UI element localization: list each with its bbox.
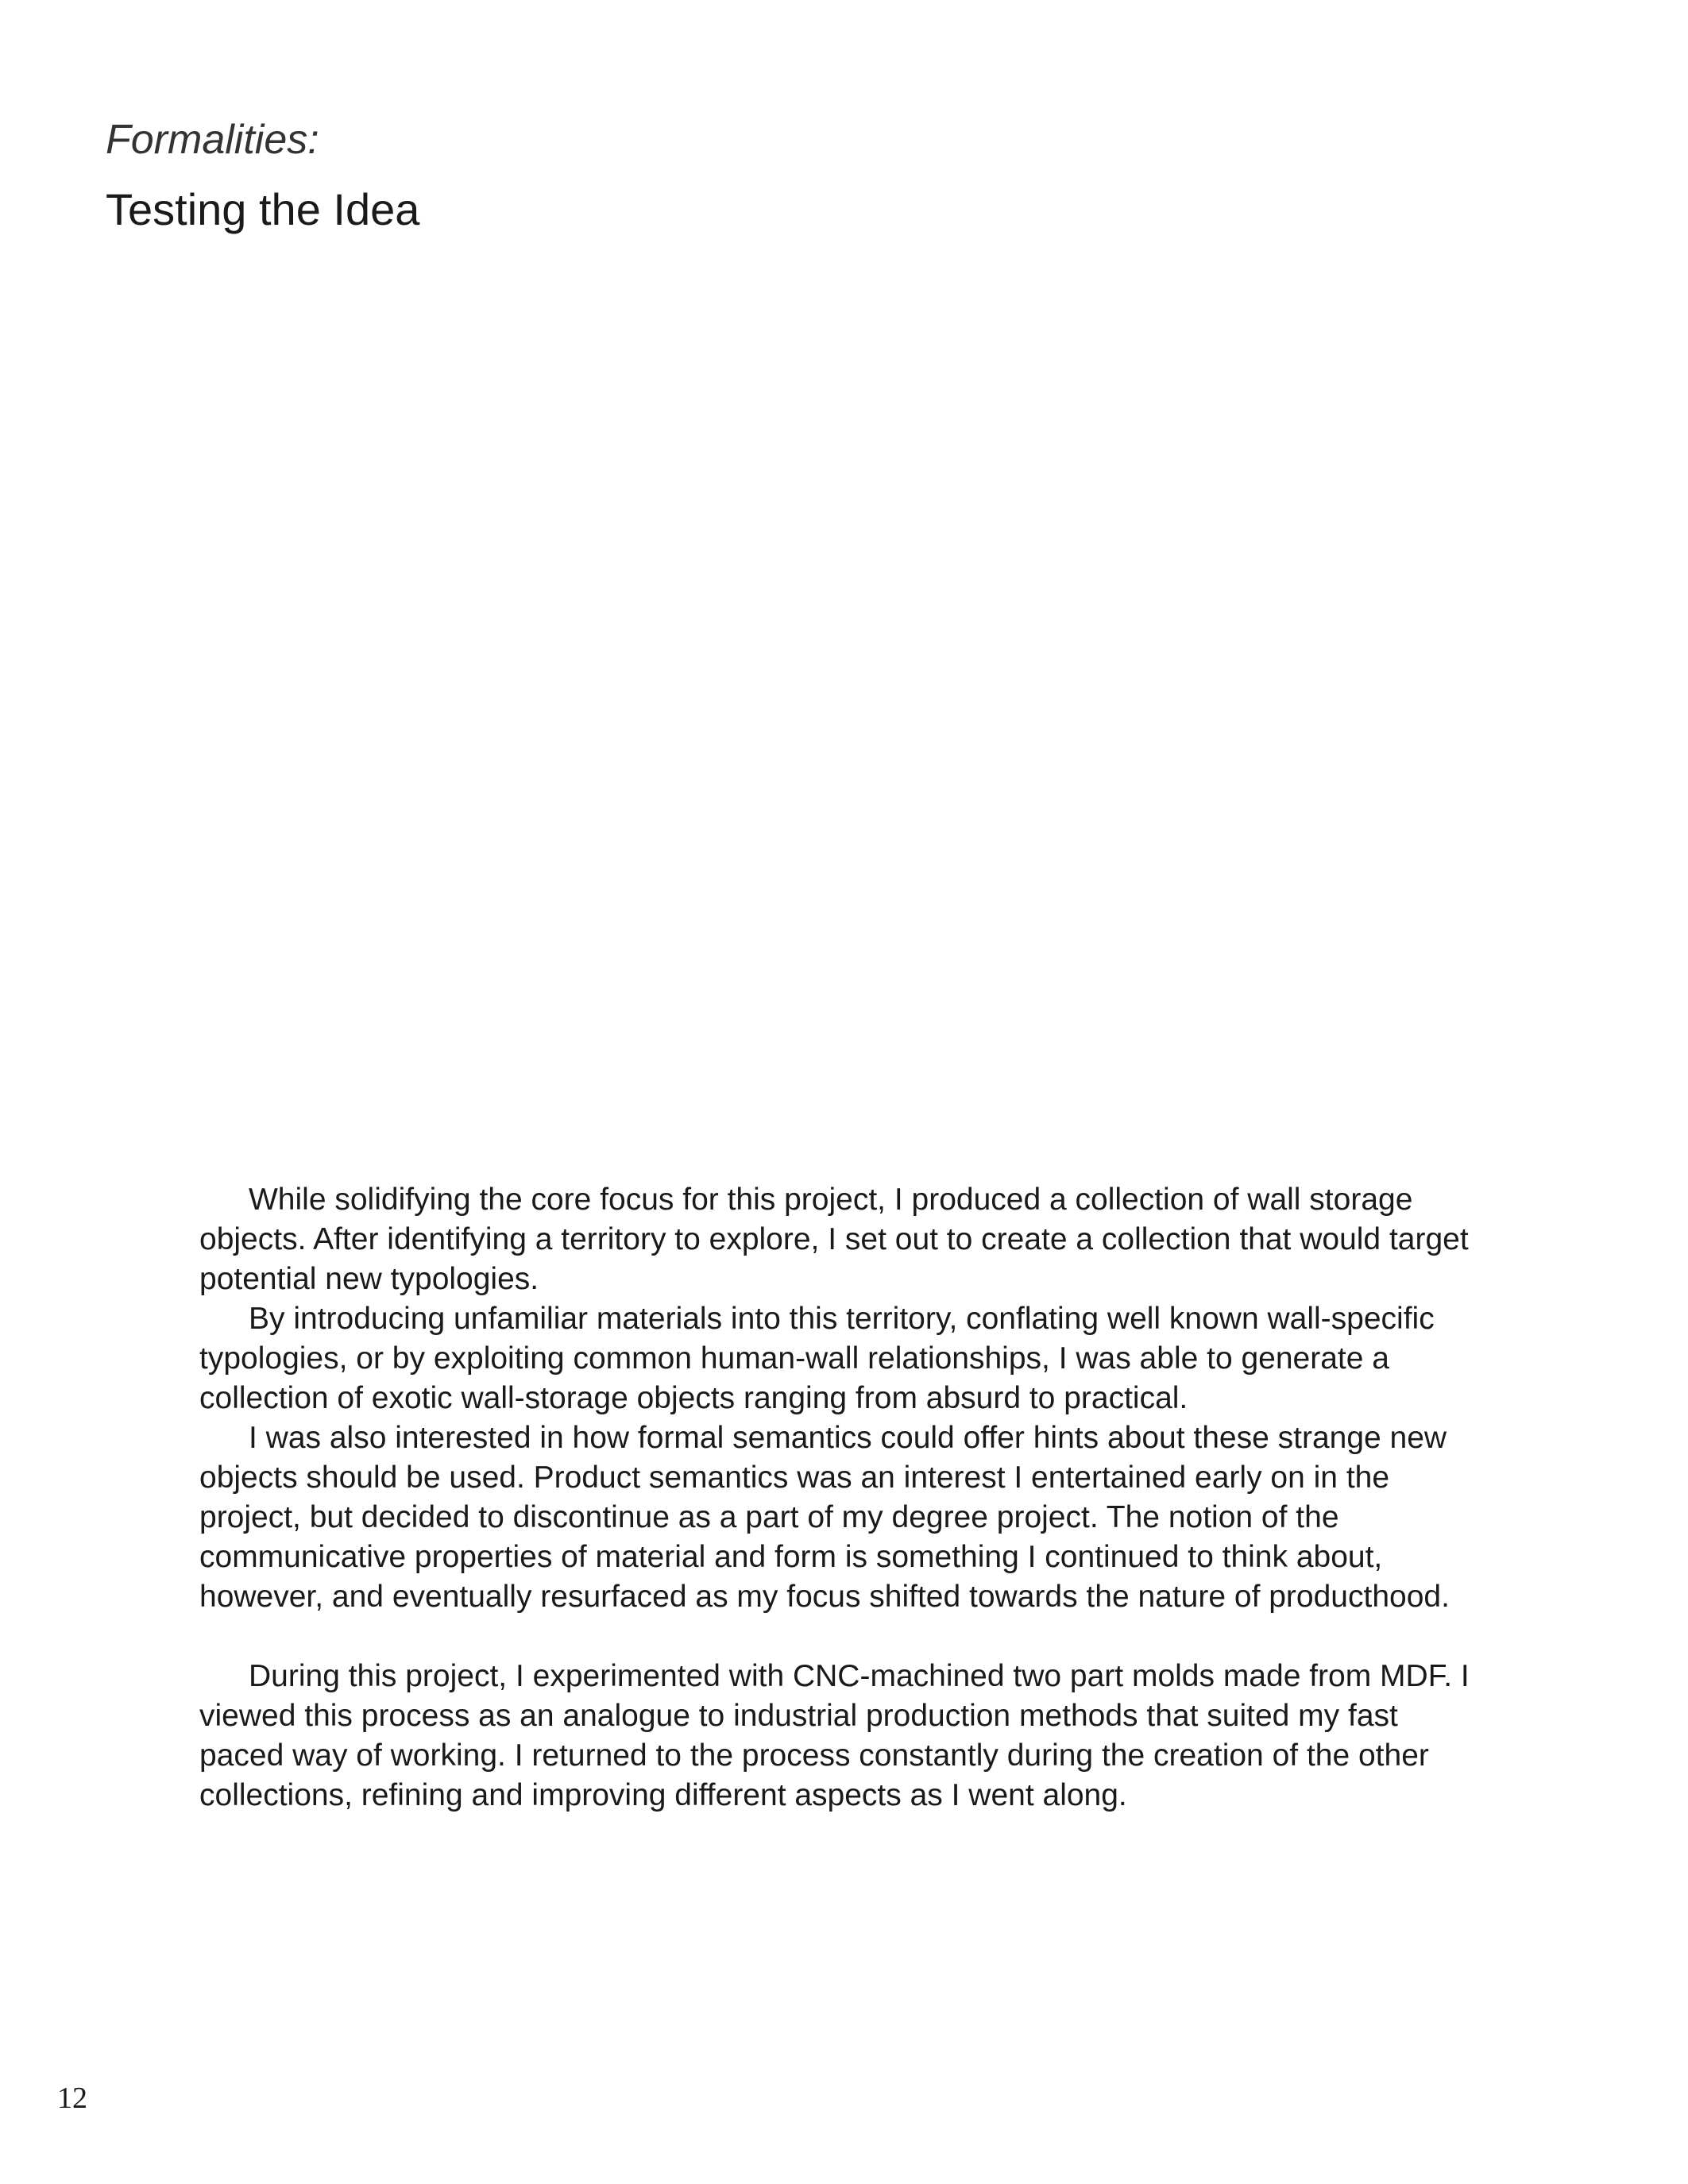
- page-title: Testing the Idea: [106, 184, 420, 234]
- paragraph: By introducing unfamiliar materials into this territory, conflating well known wall-specific typologies, or by exploiting common human-wall relationships, I was able to generate a collection of exotic wall-storage objects ranging from absurd to practical.: [199, 1302, 1435, 1415]
- paragraph: During this project, I experimented with CNC-machined two part molds made from MDF. I viewed this process as an analogue to industrial production methods that suited my fast paced way of working. I returned to the process constantly during the creation of the other collections, refining and improving different aspects as I went along.: [199, 1659, 1470, 1812]
- page-number: 12: [57, 2082, 87, 2115]
- paragraph-gap: [199, 1617, 1490, 1657]
- paragraph: I was also interested in how formal semantics could offer hints about these strange new objects should be used. Product semantics was an interest I entertained early on in the project, but decided to discontinue as a part of my degree project. The notion of the communicative properties of material and form is something I continued to think about, however, and eventually resurfaced as my focus shifted towards the nature of producthood.: [199, 1421, 1450, 1614]
- body-text: [199, 1180, 1490, 1815]
- paragraph: While solidifying the core focus for this project, I produced a collection of wall storage objects. After identifying a territory to explore, I set out to create a collection that would target potential new typologies.: [199, 1183, 1469, 1296]
- chapter-label: Formalities:: [106, 117, 319, 163]
